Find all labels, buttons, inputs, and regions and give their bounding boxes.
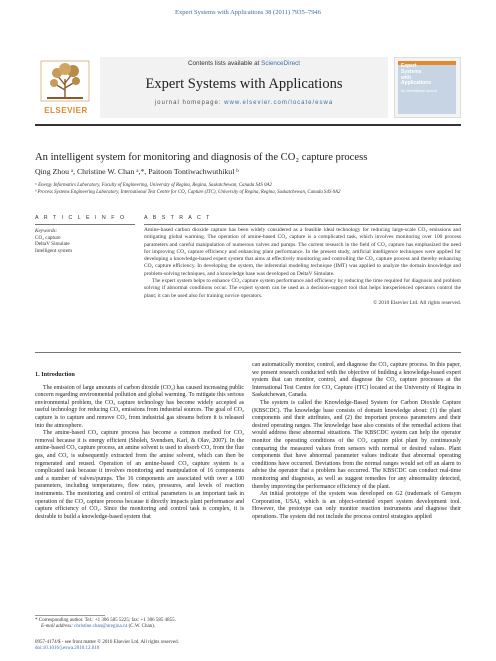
elsevier-logo [35, 57, 95, 118]
contents-prefix: Contents lists available at [187, 60, 262, 67]
sciencedirect-link[interactable]: ScienceDirect [261, 60, 300, 67]
homepage-link[interactable]: www.elsevier.com/locate/eswa [224, 100, 334, 106]
copyright-line: © 2010 Elsevier Ltd. All rights reserved. [373, 299, 461, 306]
body-paragraph: The system is called the Knowledge-Based System for Carbon Dioxide Capture (KBSCDC). The knowledge base consists of domain knowledge about: (1) the plant components and their attributes, and (2) the important process parameters and their desired operating ranges. The knowledge base also consists of the remedial actions that would address these abnormal situations. The KBSCDC system can help the operator monitor the operating conditions of the CO₂ capture pilot plant by continuously comparing the measured values from sensors with normal or desired values. Plant components that have abnormal parameter values indicate that abnormal operating conditions have occurred. Deviations from the normal ranges would set off an alarm to advise the operator that a problem has occurred. The KBSCDC can conduct real-time monitoring and diagnosis, as well as suggest remedies for any abnormality detected, thereby improving the performance efficiency of the plant. [252, 399, 461, 490]
body-left-column [35, 371, 244, 521]
body-paragraph: can automatically monitor, control, and diagnose the CO₂ capture process. In this paper, we present research conducted with the objective of building a knowledge-based expert system that can monitor, control, and diagnose the CO₂ capture processes at the International Test Centre for CO₂ Capture (ITC) located at the University of Regina in Saskatchewan, Canada. [252, 362, 461, 399]
issn-line: 0957-4174/$ - see front matter © 2010 Elsevier Ltd. All rights reserved. [35, 640, 179, 645]
footnote-rule [35, 615, 105, 616]
masthead-rule [35, 124, 461, 126]
cover-word: with [401, 74, 411, 81]
email-suffix: (C.W. Chan). [127, 624, 156, 630]
cover-subtext: An International Journal [401, 89, 437, 94]
article-title: An intelligent system for monitoring and diagnosis of the CO₂ capture process [35, 152, 368, 163]
masthead-box [100, 57, 388, 118]
cover-word: Expert [401, 63, 417, 69]
abstract-rule [144, 224, 461, 225]
body-paragraph: The amine-based CO₂ capture process has become a common method for CO₂ removal because it is energy efficient (Sholeh, Svendsen, Karl, & Olav, 2007). In the amine-based CO₂ capture process, an amine solvent is used to absorb CO₂ from the flue gas, and CO₂ is subsequently extracted from the amine solvent, which can then be regenerated and reused. Operation of an amine-based CO₂ capture system is a complicated task because it involves monitoring and manipulation of 16 components and a number of valves/pumps. The 16 components are associated with over a 100 parameters, including temperatures, flow rates, pressures, and levels of reaction instruments. The monitoring and control of critical parameters is an important task in operation of the CO₂ capture process because it directly impacts plant performance and capture efficiency of CO₂. Since the monitoring and control task is complex, it is desirable to build a knowledge-based system that [35, 430, 244, 520]
abstract-paragraph: The expert system helps to enhance CO₂ capture system performance and efficiency by reducing the time required for diagnosis and problem solving if abnormal conditions occur. The expert system can be used as a decision-support tool that helps inexperienced operators control the plant; it can be used also for training novice operators. [144, 278, 461, 299]
homepage-prefix: journal homepage: [154, 100, 225, 106]
journal-title: Expert Systems with Applications [145, 76, 343, 92]
journal-cover [394, 57, 461, 118]
abstract-paragraph: Amine-based carbon dioxide capture has been widely considered as a feasible ideal technology for reducing large-scale CO₂ emissions and mitigating global warming. The operation of amine-based CO₂ capture is a complicated task, which involves monitoring over 100 process parameters and careful manipulation of numerous valves and pumps. The current research in the field of CO₂ capture has emphasized the need for improving CO₂ capture efficiency and enhancing plant performance. In the present study, artificial intelligence techniques were applied for developing a knowledge-based expert system that aims at effectively monitoring and controlling the CO₂ capture process and thereby enhancing CO₂ capture efficiency. In developing the system, the inferential modeling technique (IMT) was applied to analyze the domain knowledge and problem-solving techniques, and a knowledge base was developed on DeltaV Simulate. [144, 227, 461, 277]
abstract-heading: A B S T R A C T [144, 215, 212, 221]
article-authors: Qing Zhou ᵃ, Christine W. Chan ᵃ,*, Paitoon Tontiwachwuthikul ᵇ [35, 167, 239, 176]
body-paragraph: An initial prototype of the system was developed on G2 (trademark of Gensym Corporation, USA), which is an object-oriented expert system development tool. However, the prototype can only monitor reaction instruments and diagnose their operations. The system did not include the process control strategies applied [252, 491, 461, 520]
body-paragraph: The emission of large amounts of carbon dioxide (CO₂) has caused increasing public concern regarding environmental pollution and global warming. To mitigate this serious environmental problem, the CO₂ capture technology has become widely accepted as useful technology for reducing CO₂ emissions from industrial sources. The goal of CO₂ capture is to capture and remove CO₂ from industrial gas streams before it is released into the atmosphere. [35, 384, 244, 429]
keyword-item: DeltaV Simulate [35, 241, 70, 248]
journal-homepage [100, 100, 388, 106]
cover-word: Systems [401, 68, 422, 75]
publication-meta [35, 640, 179, 653]
footnote-email [35, 624, 176, 630]
keyword-item: CO₂ capture [35, 234, 61, 241]
affiliation-b: ᵇ Process Systems Engineering Laboratory, International Test Centre for CO₂ Capture (ITC), University of Regina, Regina, Saskatchewan, Canada S4S 0A2 [35, 190, 341, 195]
cover-word: Applications [401, 80, 432, 87]
article-info-heading: A R T I C L E I N F O [35, 215, 127, 221]
abstract-bottom-rule [35, 352, 461, 353]
journal-reference[interactable]: Expert Systems with Applications 38 (2011) 7935–7946 [175, 9, 321, 16]
cover-title [401, 64, 437, 95]
keywords-label: Keywords: [35, 228, 58, 234]
affiliation-a: ᵃ Energy Informatics Laboratory, Faculty of Engineering, University of Regina, Regina, Saskatchewan, Canada S4S 0A2 [35, 183, 272, 188]
email-link[interactable]: christine.chan@uregina.ca [74, 624, 128, 630]
section-heading-introduction: 1. Introduction [35, 371, 75, 378]
body-right-column [252, 362, 461, 521]
article-info-rule [35, 224, 135, 225]
abstract-body [144, 227, 461, 307]
contents-line [100, 60, 388, 67]
footnote-corresponding: * Corresponding author. Tel.: +1 306 585 5225; fax: +1 306 585 4855. [35, 618, 176, 623]
keyword-item: Intelligent system [35, 247, 73, 254]
doi-link[interactable]: doi:10.1016/j.eswa.2010.12.010 [35, 646, 100, 652]
footnotes [35, 618, 176, 631]
journal-masthead [35, 57, 461, 118]
email-label: E-mail address: [41, 624, 75, 630]
publisher-name: ELSEVIER [44, 106, 88, 115]
keywords-block [35, 228, 72, 254]
